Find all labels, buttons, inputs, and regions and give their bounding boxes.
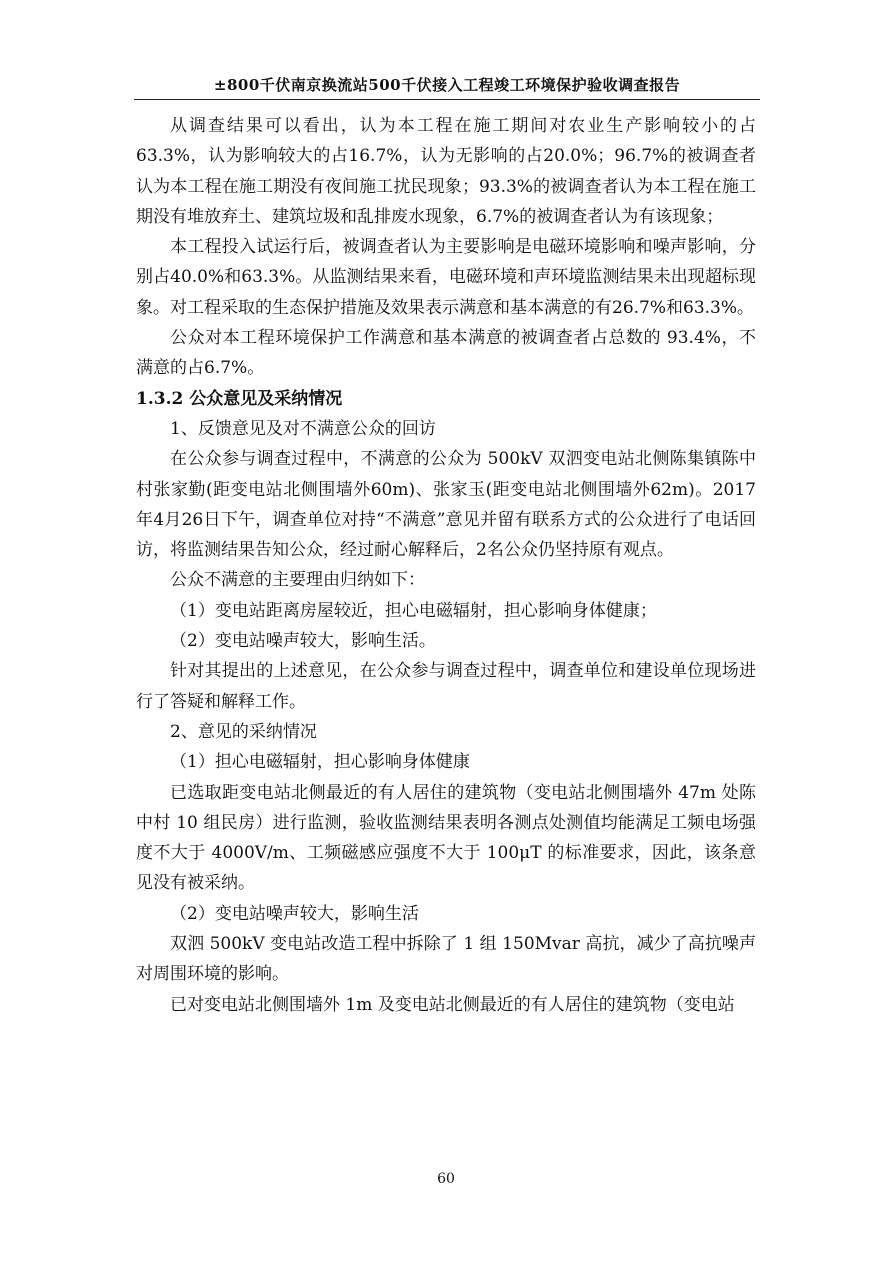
page-number: 60 bbox=[437, 1171, 455, 1187]
list-item-reason-1: （1）变电站距离房屋较近，担心电磁辐射，担心影响身体健康； bbox=[170, 600, 657, 621]
list-item-concern-2: （2）变电站噪声较大，影响生活 bbox=[170, 903, 419, 924]
list-item-reason-2: （2）变电站噪声较大，影响生活。 bbox=[170, 631, 436, 652]
subheading-adoption: 2、意见的采纳情况 bbox=[170, 721, 317, 742]
subheading-feedback: 1、反馈意见及对不满意公众的回访 bbox=[170, 418, 436, 439]
paragraph-satisfaction-summary: 公众对本工程环境保护工作满意和基本满意的被调查者占总数的 93.4%，不满意的占6.7%。 bbox=[136, 328, 756, 379]
header-divider bbox=[134, 99, 760, 100]
paragraph-response: 针对其提出的上述意见，在公众参与调查过程中，调查单位和建设单位现场进行了答疑和解释工作。 bbox=[136, 661, 756, 712]
document-body bbox=[136, 111, 756, 1020]
page-header: ±800千伏南京换流站500千伏接入工程竣工环境保护验收调查报告 bbox=[213, 76, 681, 94]
paragraph-monitoring-result: 已选取距变电站北侧最近的有人居住的建筑物（变电站北侧围墙外 47m 处陈中村 10 组民房）进行监测，验收监测结果表明各测点处测值均能满足工频电场强度不大于 4000V/m、工频磁感应强度不大于 100μT 的标准要求，因此，该条意见没有被采纳。 bbox=[136, 782, 756, 894]
paragraph-reasons-intro: 公众不满意的主要理由归纳如下： bbox=[170, 570, 425, 591]
list-item-concern-1: （1）担心电磁辐射，担心影响身体健康 bbox=[170, 752, 470, 773]
paragraph-noise-monitoring: 已对变电站北侧围墙外 1m 及变电站北侧最近的有人居住的建筑物（变电站 bbox=[170, 994, 735, 1015]
paragraph-trial-operation: 本工程投入试运行后，被调查者认为主要影响是电磁环境影响和噪声影响，分别占40.0%和63.3%。从监测结果来看，电磁环境和声环境监测结果未出现超标现象。对工程采取的生态保护措施及效果表示满意和基本满意的有26.7%和63.3%。 bbox=[136, 237, 756, 318]
paragraph-reactor-removal: 双泗 500kV 变电站改造工程中拆除了 1 组 150Mvar 高抗，减少了高抗噪声对周围环境的影响。 bbox=[136, 934, 756, 985]
paragraph-survey-construction: 从调查结果可以看出，认为本工程在施工期间对农业生产影响较小的占63.3%，认为影响较大的占16.7%，认为无影响的占20.0%；96.7%的被调查者认为本工程在施工期没有夜间施工扰民现象；93.3%的被调查者认为本工程在施工期没有堆放弃土、建筑垃圾和乱排废水现象，6.7%的被调查者认为有该现象； bbox=[136, 116, 756, 227]
section-heading: 1.3.2 公众意见及采纳情况 bbox=[136, 388, 343, 409]
paragraph-dissatisfied-public: 在公众参与调查过程中，不满意的公众为 500kV 双泗变电站北侧陈集镇陈中村张家勤(距变电站北侧围墙外60m)、张家玉(距变电站北侧围墙外62m)。2017年4月26日下午，调查单位对持“不满意”意见并留有联系方式的公众进行了电话回访，将监测结果告知公众，经过耐心解释后，2名公众仍坚持原有观点。 bbox=[136, 449, 756, 561]
